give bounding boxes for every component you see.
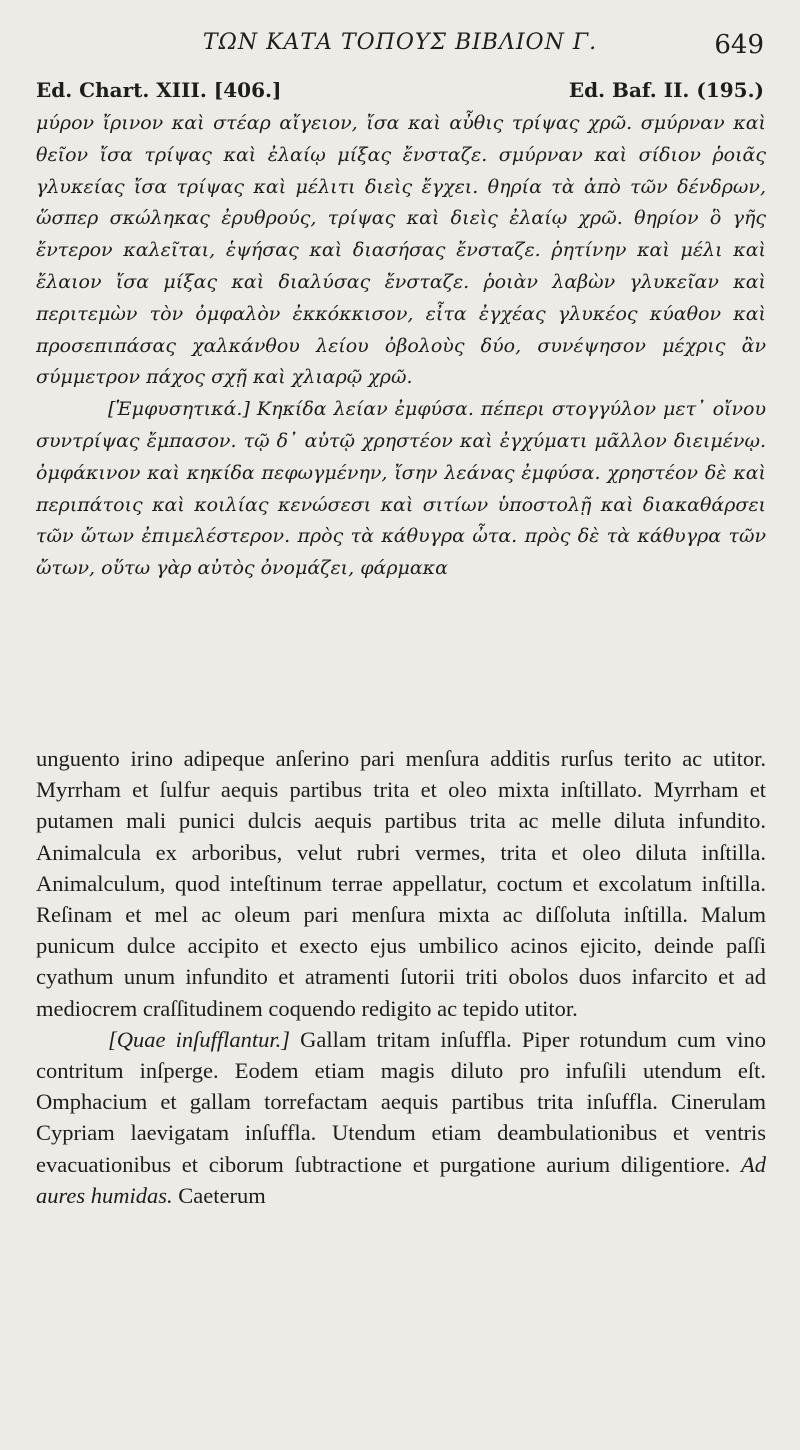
greek-paragraph-2 — [36, 394, 766, 585]
greek-text — [36, 108, 766, 585]
running-head: ΤΩΝ ΚΑΤΑ ΤΟΠΟΥΣ ΒΙΒΛΙΟΝ Γ. — [202, 30, 598, 55]
edition-reference-right: Ed. Baf. II. (195.) — [568, 78, 764, 102]
greek-paragraph-1: μύρον ἴρινον καὶ στέαρ αἴγειον, ἴσα καὶ αὖθις τρίψας χρῶ. σμύρναν καὶ θεῖον ἴσα τρίψας καὶ ἐλαίῳ μίξας ἔνσταζε. σμύρναν καὶ σίδιον ῥοιᾶς γλυκείας ἴσα τρίψας καὶ μέλιτι διεὶς ἔγχει. θηρία τὰ ἀπὸ τῶν δένδρων, ὥσπερ σκώληκας ἐρυθρούς, τρίψας καὶ διεὶς ἐλαίῳ χρῶ. θηρίον ὃ γῆς ἔντερον καλεῖται, ἑψήσας καὶ διασήσας ἔνσταζε. ῥητίνην καὶ μέλι καὶ ἔλαιον ἴσα μίξας καὶ διαλύσας ἔνσταζε. ῥοιὰν λαβὼν γλυκεῖαν καὶ περιτεμὼν τὸν ὀμφαλὸν ἐκκόκκισον, εἶτα ἐγχέας γλυκέος κύαθον καὶ προσεπιπάσας χαλκάνθου λείου ὀβολοὺς δύο, συνέψησον μέχρις ἂν σύμμετρον πάχος σχῇ καὶ χλιαρῷ χρῶ. — [36, 112, 766, 389]
latin-paragraph-2 — [36, 1024, 766, 1211]
latin-paragraph-2-body: Gallam tritam inſuffla. Piper rotundum cum vino contritum inſperge. Eodem etiam magis diluto pro infuſili utendum eſt. Omphacium et gallam torrefactam aequis partibus trita inſuffla. Cinerulam Cypriam laevigatam inſuffla. Utendum etiam deambulationibus et ventris evacuationibus et ciborum ſubtractione et purgatione aurium diligentiore. — [36, 1026, 766, 1177]
latin-paragraph-2-tail: Caeterum — [178, 1182, 266, 1208]
latin-subheading: Ad aures humidas. — [36, 1151, 766, 1208]
page-number: 649 — [714, 30, 764, 60]
latin-section-heading: [Quae inſufflantur.] — [108, 1026, 291, 1052]
greek-paragraph-2-body: Κηκίδα λείαν ἐμφύσα. πέπερι στογγύλον μετ᾽ οἴνου συντρίψας ἔμπασον. τῷ δ᾽ αὐτῷ χρηστέον καὶ ἐγχύματι μᾶλλον διειμένῳ. ὀμφάκινον καὶ κηκίδα πεφωγμένην, ἴσην λεάνας ἐμφύσα. χρηστέον δὲ καὶ περιπάτοις καὶ κοιλίας κενώσεσι καὶ σιτίων ὑποστολῇ καὶ διακαθάρσει τῶν ὤτων ἐπιμελέστερον. πρὸς τὰ κάθυγρα ὦτα. πρὸς δὲ τὰ κάθυγρα τῶν ὤτων, οὕτω γὰρ αὐτὸς ὀνομάζει, φάρμακα — [36, 398, 766, 580]
latin-paragraph-1: unguento irino adipeque anſerino pari menſura additis rurſus terito ac utitor. Myrrham et ſulfur aequis partibus trita et oleo mixta inſtillato. Myrrham et putamen mali punici dulcis aequis partibus trita ac melle diluta infundito. Animalcula ex arboribus, velut rubri vermes, trita et oleo diluta inſtilla. Animalculum, quod inteſtinum terrae appellatur, coctum et excolatum inſtilla. Reſinam et mel ac oleum pari menſura mixta ac diſſoluta inſtilla. Malum punicum dulce accipito et execto ejus umbilico acinos ejicito, deinde paſſi cyathum unum infundito et atramenti ſutorii triti obolos duos infarcito et ad mediocrem craſſitudinem coquendo redigito ac tepido utitor. — [36, 746, 766, 1021]
latin-text — [36, 743, 766, 1211]
edition-reference-left: Ed. Chart. XIII. [406.] — [36, 78, 282, 102]
greek-section-heading: [Ἐμφυσητικά.] — [108, 398, 250, 421]
